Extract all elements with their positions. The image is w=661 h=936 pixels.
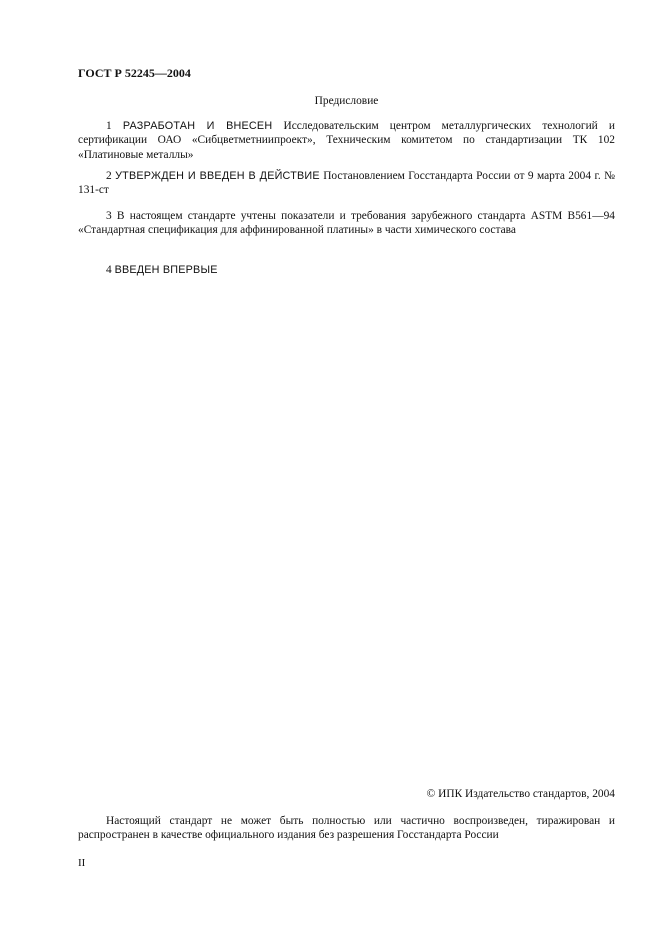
document-code: ГОСТ Р 52245—2004 (78, 66, 191, 80)
item-text: Исследовательским центром металлургических технологий и сертификации ОАО «Сибцветметниипроект», Техническим комитетом по стандартизации ТК 102 «Платиновые металлы» (78, 120, 616, 161)
item-text: В настоящем стандарте учтены показатели и требования зарубежного стандарта ASTM B561—94 «Стандартная спецификация для аффинированной платины» в части химического состава (78, 210, 615, 237)
copyright-line: © ИПК Издательство стандартов, 2004 (426, 788, 615, 800)
reproduction-notice: Настоящий стандарт не может быть полностью или частично воспроизведен, тиражирован и распространен в качестве официального издания без разрешения Госстандарта России (78, 815, 615, 842)
item-text: Постановлением Госстандарта России от 9 марта 2004 г. № 131-ст (78, 170, 615, 197)
item-number: 1 (106, 120, 112, 132)
foreword-item-1 (78, 119, 615, 162)
item-number: 4 (106, 264, 112, 276)
page-number: II (78, 857, 86, 869)
item-number: 3 (106, 210, 112, 222)
foreword-item-3 (78, 209, 615, 238)
item-caps-heading: ВВЕДЕН ВПЕРВЫЕ (114, 264, 218, 276)
item-caps-heading: УТВЕРЖДЕН И ВВЕДЕН В ДЕЙСТВИЕ (115, 170, 320, 182)
foreword-item-2 (78, 169, 615, 198)
foreword-title: Предисловие (314, 95, 379, 107)
foreword-item-4 (78, 263, 615, 277)
item-caps-heading: РАЗРАБОТАН И ВНЕСЕН (122, 120, 273, 132)
item-number: 2 (106, 170, 112, 182)
